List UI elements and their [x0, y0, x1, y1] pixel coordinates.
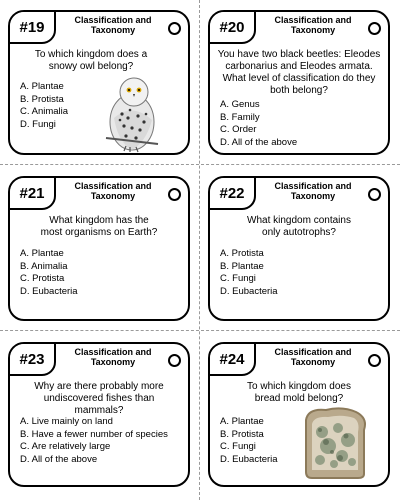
answer-options	[20, 81, 68, 131]
card-number: #20	[208, 10, 256, 44]
answer-option: C. Protista	[20, 273, 65, 284]
punch-hole-icon	[168, 354, 181, 367]
answer-options	[20, 248, 78, 298]
answer-option: B. Family	[220, 111, 260, 123]
card-number: #24	[208, 342, 256, 376]
card-number: #19	[8, 10, 56, 44]
answer-option: A. Plantae	[20, 248, 64, 259]
card-question: What kingdom contains only autotrophs?	[247, 215, 351, 238]
moldy-bread-image	[298, 406, 372, 480]
answer-option: D. All of the above	[20, 453, 98, 465]
task-card-19	[8, 10, 190, 155]
answer-option: A. Genus	[220, 99, 260, 110]
punch-hole-icon	[368, 188, 381, 201]
card-question: What kingdom has the most organisms on Earth?	[40, 215, 158, 238]
answer-option: D. Eubacteria	[220, 453, 278, 465]
horizontal-cut-line	[0, 330, 400, 331]
punch-hole-icon	[168, 22, 181, 35]
card-question: Why are there probably more undiscovered fishes than mammals?	[34, 381, 164, 416]
answer-option: A. Plantae	[20, 81, 64, 92]
card-question: To which kingdom does a snowy owl belong?	[34, 49, 148, 72]
card-title: Classification and Taxonomy	[74, 15, 152, 35]
punch-hole-icon	[368, 22, 381, 35]
card-title: Classification and Taxonomy	[74, 181, 152, 201]
card-question: You have two black beetles: Eleodes carbonarius and Eleodes armata. What level of classification do they both belong?	[217, 49, 381, 96]
vertical-cut-line	[199, 0, 200, 500]
horizontal-cut-line	[0, 164, 400, 165]
answer-option: C. Fungi	[220, 273, 256, 284]
answer-option: B. Animalia	[20, 260, 68, 272]
answer-options	[20, 416, 168, 466]
card-question: To which kingdom does bread mold belong?	[247, 381, 351, 404]
task-card-23	[8, 342, 190, 487]
card-number: #22	[208, 176, 256, 210]
answer-option: A. Live mainly on land	[20, 416, 113, 427]
answer-option: C. Fungi	[220, 441, 256, 452]
answer-option: B. Protista	[220, 428, 264, 440]
answer-option: A. Protista	[220, 248, 264, 259]
answer-option: C. Animalia	[20, 106, 69, 117]
answer-option: B. Protista	[20, 93, 64, 105]
answer-options	[220, 416, 278, 466]
answer-option: D. Eubacteria	[220, 285, 278, 297]
punch-hole-icon	[168, 188, 181, 201]
answer-option: B. Have a fewer number of species	[20, 428, 168, 440]
answer-option: B. Plantae	[220, 260, 264, 272]
answer-option: C. Are relatively large	[20, 441, 111, 452]
answer-option: D. Eubacteria	[20, 285, 78, 297]
answer-option: C. Order	[220, 124, 257, 135]
card-title: Classification and Taxonomy	[274, 181, 352, 201]
card-number: #21	[8, 176, 56, 210]
card-title: Classification and Taxonomy	[274, 347, 352, 367]
answer-options	[220, 99, 297, 149]
answer-option: D. All of the above	[220, 136, 298, 148]
task-card-21	[8, 176, 190, 321]
card-title: Classification and Taxonomy	[274, 15, 352, 35]
task-card-22	[208, 176, 390, 321]
task-card-20	[208, 10, 390, 155]
card-title: Classification and Taxonomy	[74, 347, 152, 367]
answer-option: D. Fungi	[20, 118, 56, 130]
answer-options	[220, 248, 278, 298]
card-number: #23	[8, 342, 56, 376]
punch-hole-icon	[368, 354, 381, 367]
snowy-owl-image	[96, 72, 166, 154]
answer-option: A. Plantae	[220, 416, 264, 427]
task-card-24	[208, 342, 390, 487]
